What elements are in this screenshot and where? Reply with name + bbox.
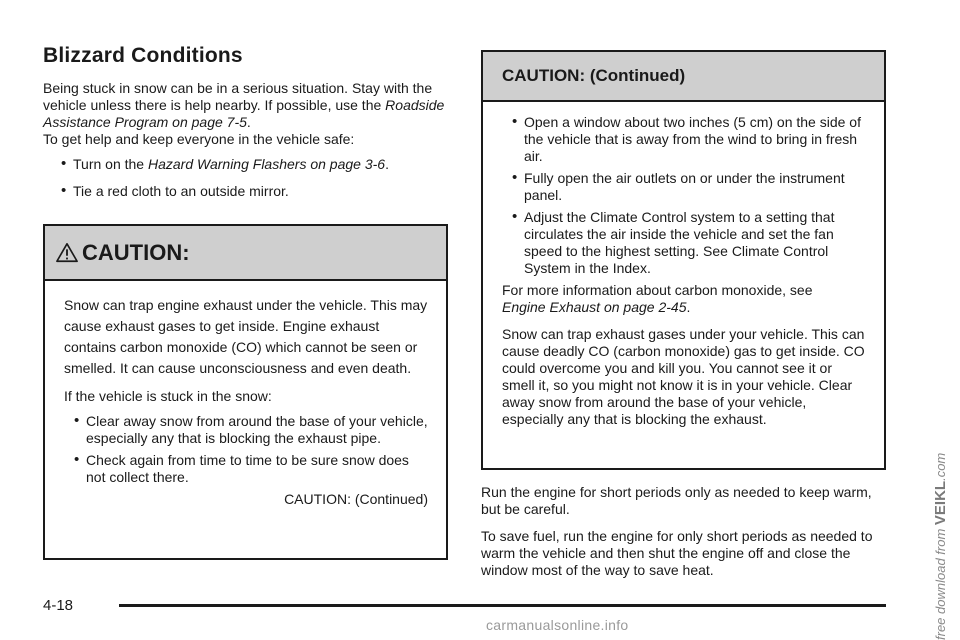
- left-column: [43, 44, 448, 560]
- caution-bullets: [502, 114, 866, 277]
- list-item: • Open a window about two inches (5 cm) on the side of the vehicle that is away from the wind to bring in fresh air.: [512, 114, 866, 165]
- hazard-flashers-link[interactable]: Hazard Warning Flashers on page 3-6: [147, 156, 386, 172]
- roadside-assistance-link[interactable]: Roadside Assistance Program on page 7-5: [43, 97, 445, 130]
- caution-body: [45, 281, 446, 507]
- page-number: 4-18: [43, 597, 74, 614]
- right-column: [481, 50, 886, 579]
- watermark-brand: VEIKL: [932, 480, 949, 526]
- list-item: • Tie a red cloth to an outside mirror.: [61, 183, 448, 200]
- body-paragraph: Run the engine for short periods only as needed to keep warm, but be careful.: [481, 484, 872, 517]
- caution-paragraph: If the vehicle is stuck in the snow:: [64, 388, 272, 404]
- caution-title: CAUTION: (Continued): [502, 66, 686, 85]
- more-info-paragraph: For more information about carbon monoxide, see Engine Exhaust on page 2-45.: [502, 282, 813, 315]
- caution-header: [483, 52, 884, 102]
- caution-bullets: [64, 413, 428, 486]
- warning-triangle-icon: [56, 242, 78, 264]
- engine-exhaust-link[interactable]: Engine Exhaust on page 2-45: [502, 299, 687, 315]
- list-item: • Fully open the air outlets on or under the instrument panel.: [512, 170, 866, 204]
- caution-box: [43, 224, 448, 560]
- caution-body: [483, 102, 884, 428]
- caution-continued: CAUTION: (Continued): [284, 491, 428, 507]
- caution-header: [45, 226, 446, 281]
- caution-continued-box: [481, 50, 886, 470]
- list-item: • Adjust the Climate Control system to a setting that circulates the air inside the vehicle and set the fan speed to the highest setting. See Climate Control System in the Index.: [512, 209, 866, 277]
- safety-bullets: [43, 156, 448, 200]
- caution-paragraph: Snow can trap engine exhaust under the vehicle. This may cause exhaust gases to get inside. Engine exhaust contains carbon monoxide (CO) which cannot be seen or smelled. It can cause unconsciousness and even death.: [64, 297, 428, 376]
- intro-paragraph: Being stuck in snow can be in a serious situation. Stay with the vehicle unless there is help nearby. If possible, use the Roadside Assistance Program on page 7-5. To get help and keep everyone in the vehicle safe:: [43, 80, 445, 147]
- caution-title: CAUTION:: [82, 239, 190, 265]
- list-item: • Turn on the Hazard Warning Flashers on page 3-6.: [61, 156, 448, 173]
- side-watermark: free download from VEIKL.com: [932, 452, 949, 640]
- list-item: • Clear away snow from around the base of your vehicle, especially any that is blocking the exhaust pipe.: [74, 413, 428, 447]
- list-item: • Check again from time to time to be sure snow does not collect there.: [74, 452, 428, 486]
- caution-paragraph: Snow can trap exhaust gases under your vehicle. This can cause deadly CO (carbon monoxide) gas to get inside. CO could overcome you and kill you. You cannot see it or smell it, so you might not know it is in your vehicle. Clear away snow from around the base of your vehicle, especially any that is blocking the exhaust.: [502, 326, 865, 427]
- footer-rule: [119, 604, 886, 607]
- bottom-watermark: carmanualsonline.info: [486, 617, 629, 633]
- page-title: Blizzard Conditions: [43, 44, 243, 67]
- body-paragraph: To save fuel, run the engine for only short periods as needed to warm the vehicle and then shut the engine off and close the window most of the way to save heat.: [481, 528, 873, 578]
